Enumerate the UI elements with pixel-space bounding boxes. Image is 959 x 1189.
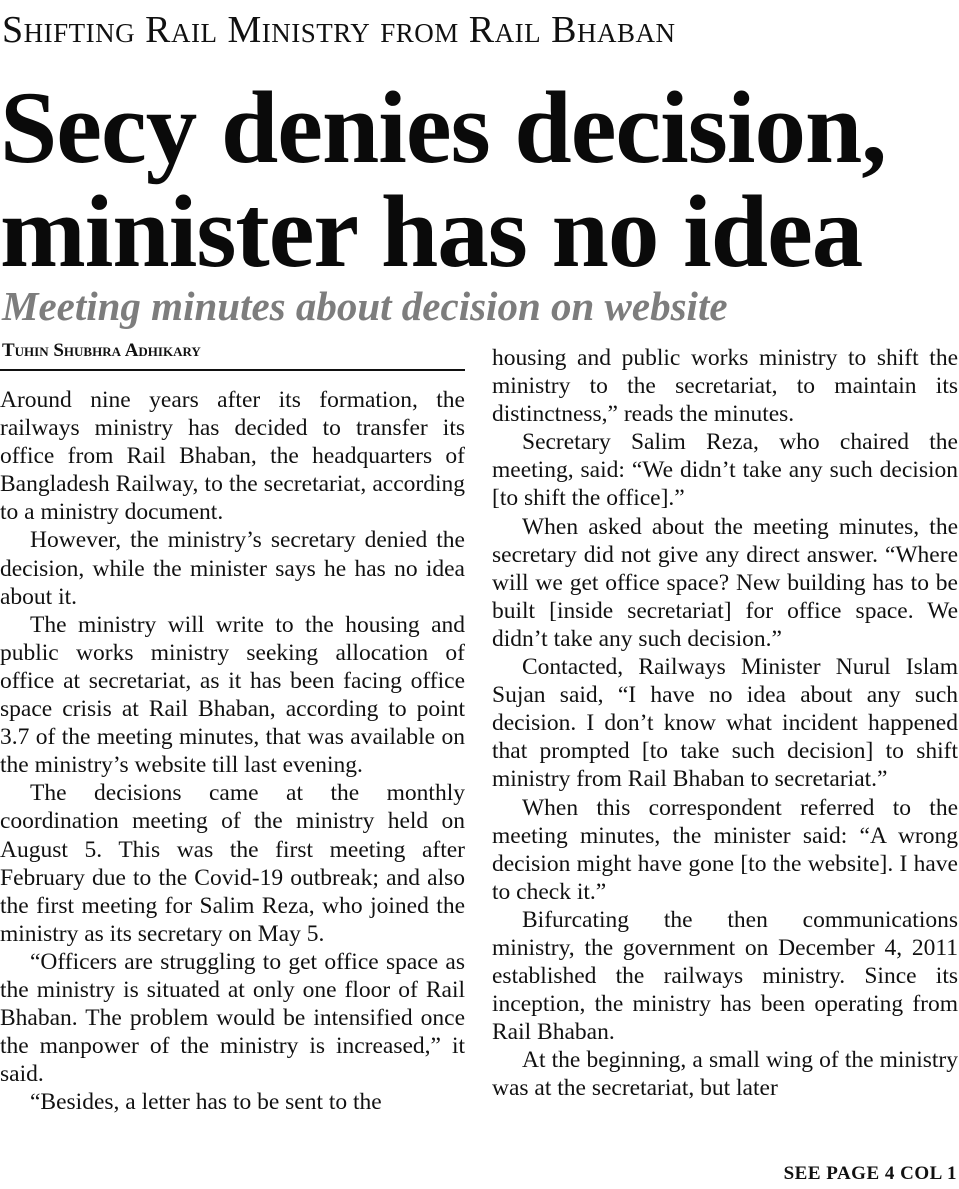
paragraph: When this correspondent referred to the meeting minutes, the minister said: “A wrong decision might have gone [to the website]. I have to check it.” [492, 794, 958, 905]
headline [0, 71, 886, 289]
paragraph: Bifurcating the then communications ministry, the government on December 4, 2011 established the railways ministry. Since its inception, the ministry has been operating from Rail Bhaban. [492, 906, 958, 1046]
paragraph: The decisions came at the monthly coordination meeting of the ministry held on August 5. This was the first meeting after February due to the Covid-19 outbreak; and also the first meeting for Salim Reza, who joined the ministry as its secretary on May 5. [0, 780, 465, 947]
paragraph: However, the ministry’s secretary denied the decision, while the minister says he has no idea about it. [0, 527, 465, 610]
paragraph: At the beginning, a small wing of the ministry was at the secretariat, but later [492, 1047, 958, 1102]
paragraph: Contacted, Railways Minister Nurul Islam Sujan said, “I have no idea about any such decision. I don’t know what incident happened that prompted [to take such decision] to shift ministry from Rail Bhaban to secretariat.” [492, 654, 958, 793]
byline-rule [0, 369, 465, 371]
paragraph: Secretary Salim Reza, who chaired the meeting, said: “We didn’t take any such decision [to shift the office].” [492, 429, 958, 512]
paragraph: “Officers are struggling to get office space as the ministry is situated at only one floor of Rail Bhaban. The problem would be intensified once the manpower of the ministry is increased,” it said. [0, 948, 465, 1088]
headline-line-1: Secy denies decision, [0, 71, 886, 185]
headline-line-2: minister has no idea [0, 175, 863, 289]
paragraph: “Besides, a letter has to be sent to the [30, 1089, 382, 1116]
column-1 [0, 386, 465, 1116]
paragraph: Around nine years after its formation, the railways ministry has decided to transfer its office from Rail Bhaban, the headquarters of Bangladesh Railway, to the secretariat, according to a ministry document. [0, 387, 465, 526]
byline: Tuhin Shubhra Adhikary [2, 340, 201, 361]
paragraph: housing and public works ministry to shift the ministry to the secretariat, to maintain its distinctness,” reads the minutes. [492, 345, 958, 428]
column-2 [492, 344, 958, 1103]
paragraph: When asked about the meeting minutes, the secretary did not give any direct answer. “Where will we get office space? New building has to be built [inside secretariat] for office space. We didn’t take any such decision.” [492, 513, 958, 652]
paragraph: The ministry will write to the housing and public works ministry seeking allocation of office at secretariat, as it has been facing office space crisis at Rail Bhaban, according to point 3.7 of the meeting minutes, that was available on the ministry’s website till last evening. [0, 611, 465, 779]
deck: Meeting minutes about decision on website [2, 283, 728, 329]
continuation-note: SEE PAGE 4 COL 1 [783, 1163, 957, 1184]
kicker: Shifting Rail Ministry from Rail Bhaban [2, 9, 676, 51]
